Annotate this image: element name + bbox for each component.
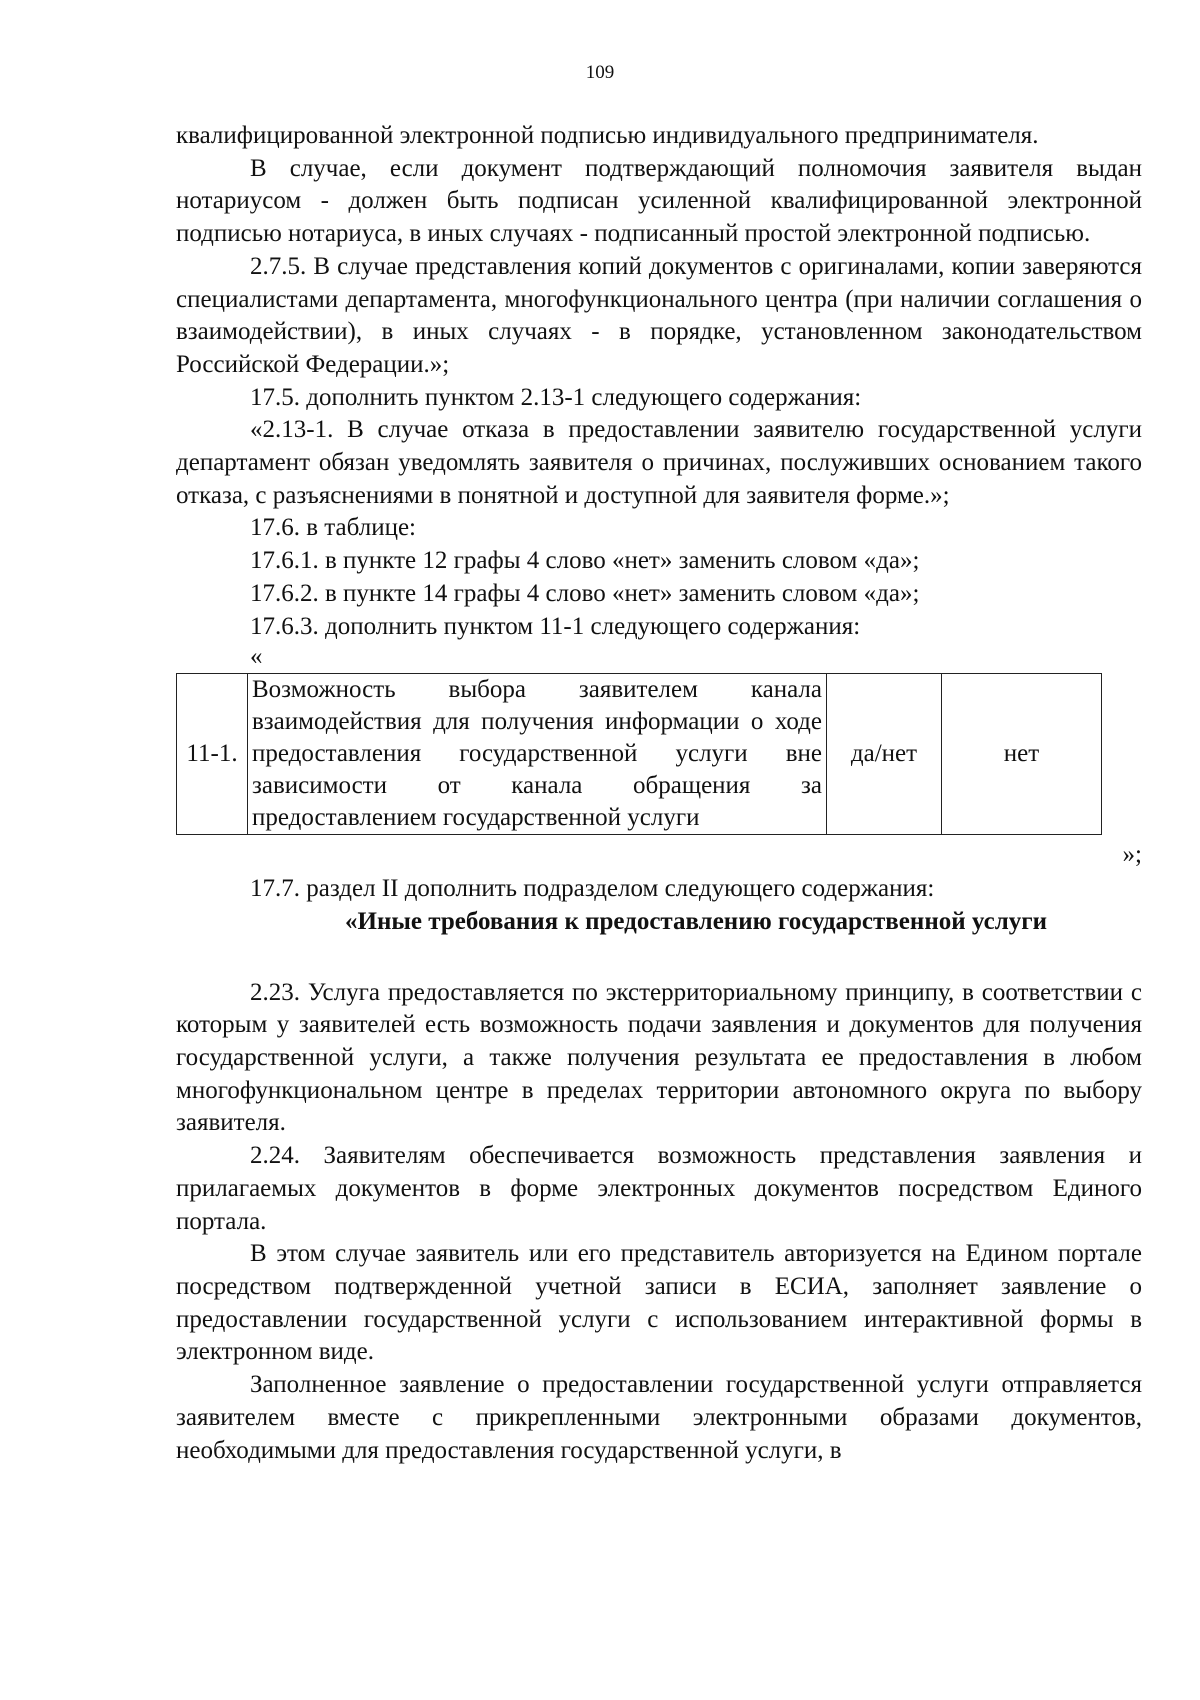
paragraph: В случае, если документ подтверждающий полномочия заявителя выдан нотариусом - должен быть подписан усиленной квалифицированной электронной подписью нотариуса, в иных случаях - подписанный простой электронной подписью. xyxy=(176,154,1142,248)
paragraph: В этом случае заявитель или его представитель авторизуется на Едином портале посредством подтвержденной учетной записи в ЕСИА, заполняет заявление о предоставлении государственной услуги с использованием интерактивной формы в электронном виде. xyxy=(176,1240,1142,1366)
table-close-quote: »; xyxy=(1122,841,1142,869)
page-number: 109 xyxy=(585,62,615,83)
paragraph: Заполненное заявление о предоставлении государственной услуги отправляется заявителем вместе с прикрепленными электронными образами документов, необходимыми для предоставления государственной услуги, в xyxy=(176,1371,1142,1464)
amendment-table xyxy=(176,673,1102,835)
section-intro: 17.7. раздел II дополнить подразделом следующего содержания: xyxy=(250,875,935,903)
row-description-cell: Возможность выбора заявителем канала взаимодействия для получения информации о ходе предоставления государственной услуги вне зависимости от канала обращения за предоставлением государственной услуги xyxy=(248,674,827,835)
row-value-cell: нет xyxy=(942,674,1102,835)
row-number-cell: 11-1. xyxy=(177,674,248,835)
section-heading: «Иные требования к предоставлению государственной услуги xyxy=(345,907,1047,935)
paragraph: 17.6. в таблице: xyxy=(250,514,417,542)
paragraph: 2.7.5. В случае представления копий документов с оригиналами, копии заверяются специалистами департамента, многофункционального центра (при наличии соглашения о взаимодействии), в иных случаях - в порядке, установленном законодательством Российской Федерации.»; xyxy=(176,252,1142,378)
row-value-type-cell: да/нет xyxy=(827,674,942,835)
paragraph: 2.23. Услуга предоставляется по экстерриториальному принципу, в соответствии с которым у заявителей есть возможность подачи заявления и документов для получения государственной услуги, а также получения результата ее предоставления в любом многофункциональном центре в пределах территории автономного округа по выбору заявителя. xyxy=(176,978,1142,1137)
paragraph: 2.24. Заявителям обеспечивается возможность представления заявления и прилагаемых документов в форме электронных документов посредством Единого портала. xyxy=(176,1142,1142,1235)
paragraph: «2.13-1. В случае отказа в предоставлении заявителю государственной услуги департамент обязан уведомлять заявителя о причинах, послуживших основанием такого отказа, с разъяснениями в понятной и доступной для заявителя форме.»; xyxy=(176,416,1142,509)
paragraph: 17.5. дополнить пунктом 2.13-1 следующего содержания: xyxy=(250,383,862,411)
table-row xyxy=(177,674,1102,835)
paragraph: 17.6.1. в пункте 12 графы 4 слово «нет» заменить словом «да»; xyxy=(250,547,920,575)
paragraph: 17.6.2. в пункте 14 графы 4 слово «нет» заменить словом «да»; xyxy=(250,579,920,607)
paragraph: 17.6.3. дополнить пунктом 11-1 следующего содержания: xyxy=(250,612,861,640)
paragraph: квалифицированной электронной подписью индивидуального предпринимателя. xyxy=(176,122,1039,149)
document-body xyxy=(176,120,1142,1467)
spacer xyxy=(176,939,1142,977)
table-open-quote: « xyxy=(250,643,263,671)
